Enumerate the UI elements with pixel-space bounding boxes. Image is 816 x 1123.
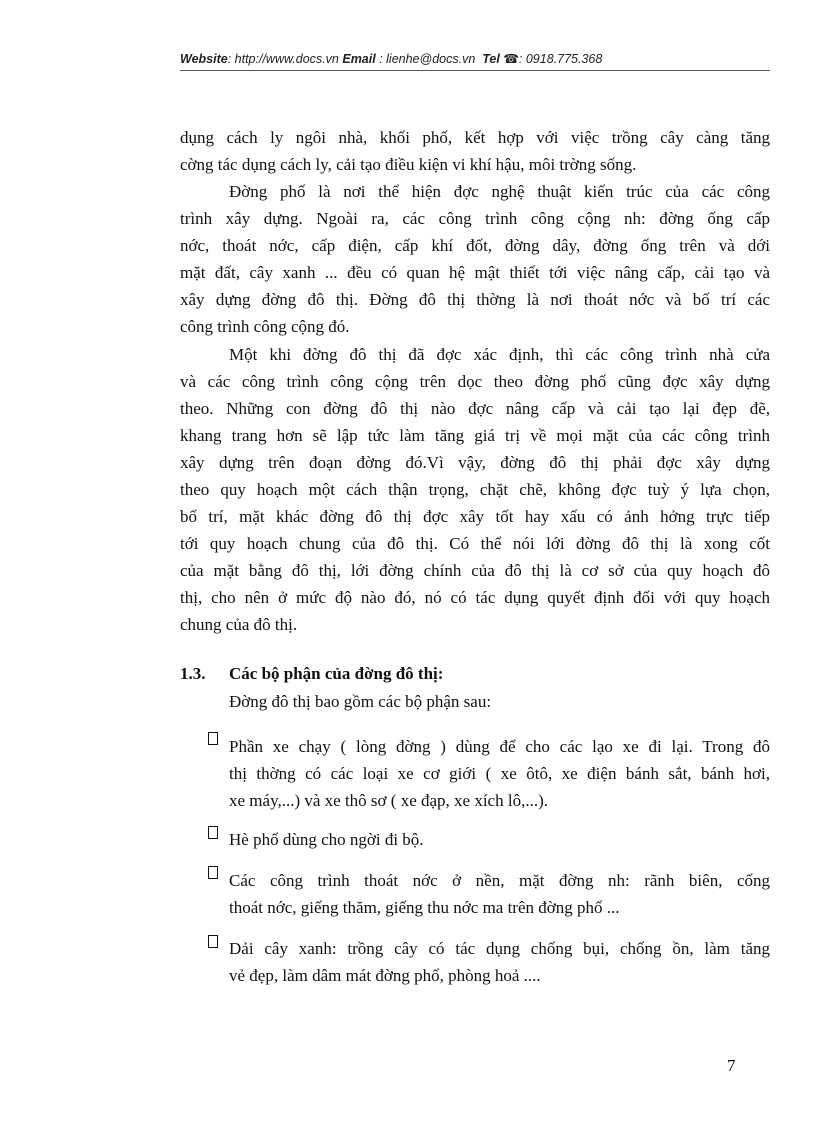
para3-line8: tới quy hoạch chung của đô thị. Có thể nói lới đờng đô thị là xong cốt xyxy=(180,534,770,553)
bullet-box-icon xyxy=(208,826,218,839)
para3-line11: chung của đô thị. xyxy=(180,615,298,634)
email-label: Email xyxy=(342,52,376,66)
page-number: 7 xyxy=(727,1056,736,1075)
bullet3-line2: thoát nớc, giếng thăm, giếng thu nớc ma trên đờng phố ... xyxy=(229,898,620,917)
para1-line2: cờng tác dụng cách ly, cải tạo điều kiện vi khí hậu, môi trờng sống. xyxy=(180,155,637,174)
para3-line10: thị, cho nên ở mức độ nào đó, nó có tác dụng quyết định đối với quy hoạch xyxy=(180,588,770,607)
tel-label: Tel xyxy=(482,52,500,66)
para3-line3: theo. Những con đờng đô thị nào đợc nâng cấp và cải tạo lại đẹp đẽ, xyxy=(180,399,770,418)
website-value[interactable]: : http://www.docs.vn xyxy=(227,52,339,66)
para2-line2: trình xây dựng. Ngoài ra, các công trình công cộng nh: đờng ống cấp xyxy=(180,209,770,228)
para3-line5: xây dựng trên đoạn đờng đó.Vì vậy, đờng đô thị phải đợc xây dựng xyxy=(180,453,770,472)
tel-value: : 0918.775.368 xyxy=(518,52,603,66)
para2-line3: nớc, thoát nớc, cấp điện, cấp khí đốt, đờng dây, đờng ống trên và dới xyxy=(180,236,770,255)
bullet-box-icon xyxy=(208,935,218,948)
bullet1-line2: thị thờng có các loại xe cơ giới ( xe ôtô, xe điện bánh sắt, bánh hơi, xyxy=(229,764,770,783)
bullet2-line1: Hè phố dùng cho ngời đi bộ. xyxy=(229,830,424,849)
para2-line4: mặt đất, cây xanh ... đều có quan hệ mật thiết tới việc nâng cấp, cải tạo và xyxy=(180,263,770,282)
section-intro: Đờng đô thị bao gồm các bộ phận sau: xyxy=(229,692,492,711)
bullet-box-icon xyxy=(208,866,218,879)
para1-line1: dụng cách ly ngôi nhà, khối phố, kết hợp với việc trồng cây càng tăng xyxy=(180,128,770,147)
header-divider xyxy=(180,70,770,71)
email-value[interactable]: : lienhe@docs.vn xyxy=(379,52,476,66)
bullet-box-icon xyxy=(208,732,218,745)
para3-line2: và các công trình công cộng trên dọc theo đờng phố cũng đợc xây dựng xyxy=(180,372,770,391)
bullet4-line2: vẻ đẹp, làm dâm mát đờng phố, phòng hoả .... xyxy=(229,966,541,985)
bullet4-line1: Dải cây xanh: trồng cây có tác dụng chống bụi, chống ồn, làm tăng xyxy=(229,939,770,958)
para2-line6: công trình công cộng đó. xyxy=(180,317,350,336)
section-title: Các bộ phận của đờng đô thị: xyxy=(229,664,444,683)
bullet3-line1: Các công trình thoát nớc ở nền, mặt đờng nh: rãnh biên, cống xyxy=(229,871,770,890)
para3-line1: Một khi đờng đô thị đã đợc xác định, thì các công trình nhà cửa xyxy=(229,345,770,364)
phone-icon: ☎ xyxy=(503,52,519,66)
website-label: Website xyxy=(180,52,228,66)
bullet1-line3: xe máy,...) và xe thô sơ ( xe đạp, xe xích lô,...). xyxy=(229,791,548,810)
para3-line9: của mặt bằng đô thị, lới đờng chính của đô thị là cơ sở của quy hoạch đô xyxy=(180,561,770,580)
para3-line6: theo quy hoạch một cách thận trọng, chặt chẽ, không đợc tuỳ ý lựa chọn, xyxy=(180,480,770,499)
para2-line1: Đờng phố là nơi thể hiện đợc nghệ thuật kiến trúc của các công xyxy=(229,182,770,201)
para3-line4: khang trang hơn sẽ lập tức làm tăng giá trị về mọi mặt của các công trình xyxy=(180,426,770,445)
section-number: 1.3. xyxy=(180,664,206,683)
para3-line7: bố trí, mặt khác đờng đô thị đợc xây tốt hay xấu có ảnh hởng trực tiếp xyxy=(180,507,770,526)
para2-line5: xây dựng đờng đô thị. Đờng đô thị thờng là nơi thoát nớc và bố trí các xyxy=(180,290,770,309)
page-header xyxy=(180,51,780,66)
bullet1-line1: Phần xe chạy ( lòng đờng ) dùng để cho các lạo xe đi lại. Trong đô xyxy=(229,737,770,756)
